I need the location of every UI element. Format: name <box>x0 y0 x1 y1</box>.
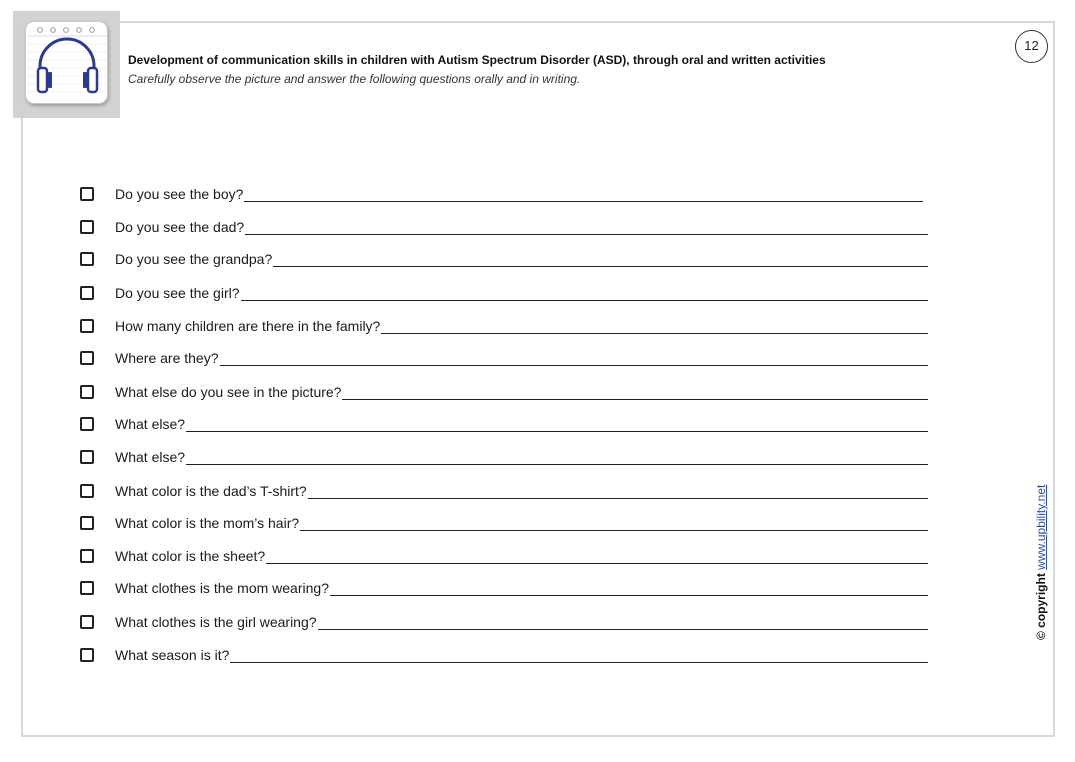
question-text: Do you see the dad? <box>115 219 245 235</box>
question-row <box>80 218 928 238</box>
notepad-card <box>25 21 108 104</box>
question-row <box>80 284 928 304</box>
answer-checkbox[interactable] <box>80 252 94 266</box>
question-row <box>80 415 928 435</box>
question-row <box>80 613 928 633</box>
question-row <box>80 383 928 403</box>
answer-line[interactable] <box>186 431 928 432</box>
copyright-label: © copyright <box>1034 573 1048 640</box>
question-text: What color is the mom’s hair? <box>115 515 300 531</box>
answer-line[interactable] <box>244 201 923 202</box>
question-text: What clothes is the mom wearing? <box>115 580 329 596</box>
answer-line[interactable] <box>266 563 928 564</box>
answer-checkbox[interactable] <box>80 351 94 365</box>
question-row <box>80 317 928 337</box>
question-row <box>80 250 928 270</box>
question-text: What else do you see in the picture? <box>115 384 342 400</box>
question-text: Do you see the grandpa? <box>115 251 273 267</box>
question-row <box>80 646 928 666</box>
copyright-link[interactable]: www.upbility.net <box>1034 484 1048 570</box>
answer-line[interactable] <box>308 498 928 499</box>
answer-checkbox[interactable] <box>80 549 94 563</box>
answer-checkbox[interactable] <box>80 187 94 201</box>
answer-checkbox[interactable] <box>80 286 94 300</box>
question-text: What clothes is the girl wearing? <box>115 614 317 630</box>
answer-line[interactable] <box>220 365 928 366</box>
worksheet-instructions: Carefully observe the picture and answer the following questions orally and in writing. <box>128 72 581 86</box>
question-text: Where are they? <box>115 350 219 366</box>
headphones-icon <box>26 22 109 105</box>
question-text: What color is the dad’s T-shirt? <box>115 483 307 499</box>
question-text: Do you see the girl? <box>115 285 240 301</box>
question-row <box>80 514 928 534</box>
answer-checkbox[interactable] <box>80 484 94 498</box>
logo-tile <box>13 11 120 118</box>
answer-checkbox[interactable] <box>80 450 94 464</box>
question-text: What else? <box>115 416 186 432</box>
question-text: How many children are there in the family? <box>115 318 381 334</box>
answer-line[interactable] <box>230 662 928 663</box>
answer-checkbox[interactable] <box>80 385 94 399</box>
question-text: What season is it? <box>115 647 230 663</box>
question-row <box>80 448 928 468</box>
answer-checkbox[interactable] <box>80 319 94 333</box>
copyright-notice <box>1034 470 1050 640</box>
answer-line[interactable] <box>186 464 928 465</box>
question-row <box>80 349 928 369</box>
answer-checkbox[interactable] <box>80 417 94 431</box>
answer-checkbox[interactable] <box>80 581 94 595</box>
answer-line[interactable] <box>330 595 928 596</box>
question-text: Do you see the boy? <box>115 186 244 202</box>
question-text: What color is the sheet? <box>115 548 266 564</box>
answer-checkbox[interactable] <box>80 615 94 629</box>
question-text: What else? <box>115 449 186 465</box>
answer-line[interactable] <box>342 399 928 400</box>
answer-checkbox[interactable] <box>80 220 94 234</box>
worksheet-title: Development of communication skills in children with Autism Spectrum Disorder (ASD), through oral and written activities <box>128 53 826 67</box>
answer-line[interactable] <box>273 266 928 267</box>
answer-line[interactable] <box>381 333 928 334</box>
question-row <box>80 547 928 567</box>
page-number-badge: 12 <box>1015 30 1048 63</box>
question-row <box>80 185 923 205</box>
answer-line[interactable] <box>318 629 928 630</box>
answer-checkbox[interactable] <box>80 516 94 530</box>
question-row <box>80 482 928 502</box>
answer-checkbox[interactable] <box>80 648 94 662</box>
question-row <box>80 579 928 599</box>
answer-line[interactable] <box>245 234 928 235</box>
answer-line[interactable] <box>300 530 928 531</box>
answer-line[interactable] <box>241 300 928 301</box>
